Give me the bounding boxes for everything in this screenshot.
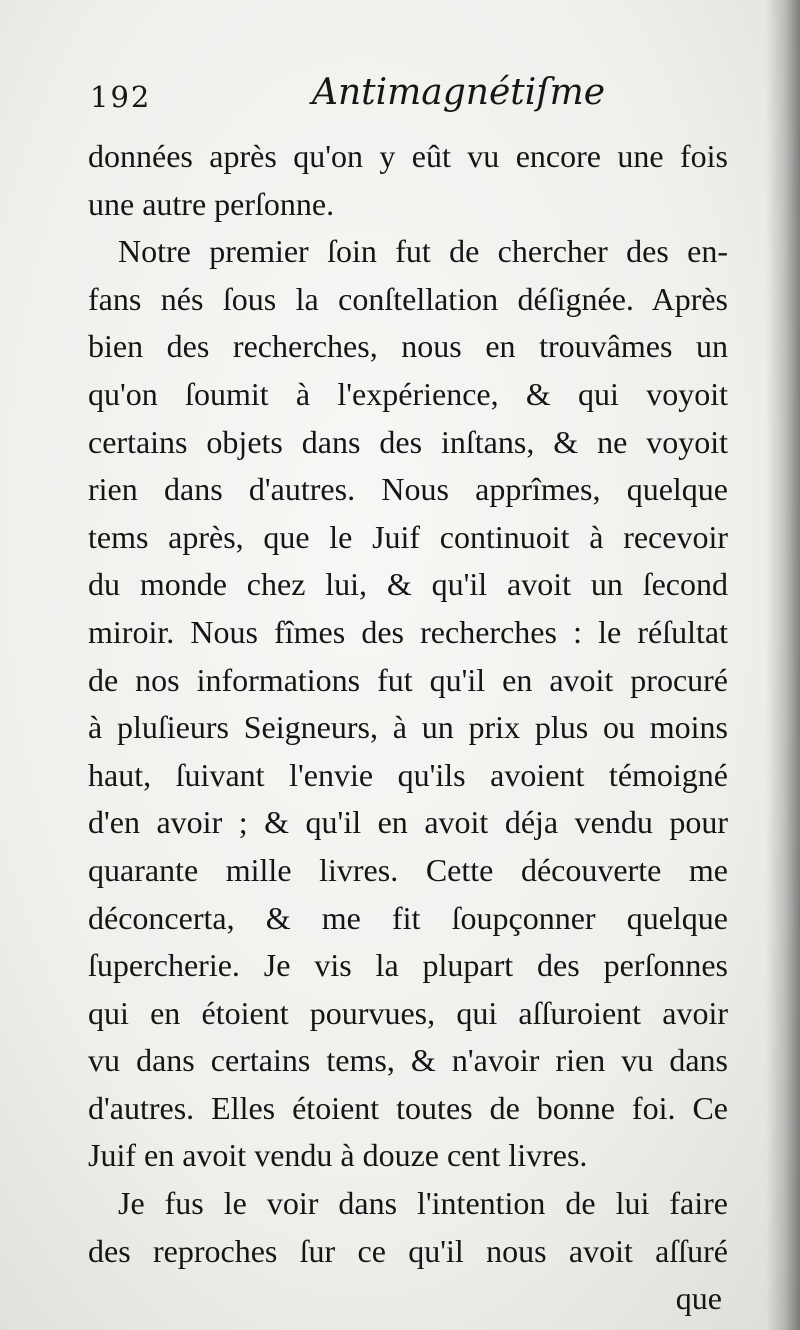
text-line: ſupercherie. Je vis la plupart des perſonnes xyxy=(88,947,728,984)
text-line: Juif en avoit vendu à douze cent livres. xyxy=(88,1137,588,1174)
text-line: déconcerta, & me fit ſoupçonner quelque xyxy=(88,899,728,936)
text-line: des reproches ſur ce qu'il nous avoit aſſuré xyxy=(88,1232,728,1269)
text-line: qu'on ſoumit à l'expérience, & qui voyoit xyxy=(88,375,728,412)
page-gutter-shadow xyxy=(766,0,800,1330)
text-line: Notre premier ſoin fut de chercher des en- xyxy=(118,233,728,270)
text-line: miroir. Nous fîmes des recherches : le réſultat xyxy=(88,613,728,650)
text-line: fans nés ſous la conſtellation déſignée. Après xyxy=(88,280,728,317)
text-line: vu dans certains tems, & n'avoir rien vu dans xyxy=(88,1042,728,1079)
text-line: données après qu'on y eût vu encore une fois xyxy=(88,138,728,174)
text-line: bien des recherches, nous en trouvâmes un xyxy=(88,328,728,365)
text-line: rien dans d'autres. Nous apprîmes, quelque xyxy=(88,471,728,508)
text-line: tems après, que le Juif continuoit à recevoir xyxy=(88,518,728,555)
text-line: certains objets dans des inſtans, & ne voyoit xyxy=(88,423,728,460)
text-line: haut, ſuivant l'envie qu'ils avoient témoigné xyxy=(88,756,728,793)
body-text xyxy=(88,133,728,1323)
running-title: Antimagnétiſme xyxy=(312,72,606,113)
page-number: 192 xyxy=(90,80,152,114)
text-line: une autre perſonne. xyxy=(88,185,335,222)
text-line: qui en étoient pourvues, qui aſſuroient avoir xyxy=(88,994,728,1031)
running-head xyxy=(90,72,730,132)
catchword: que xyxy=(675,1280,722,1317)
text-line: du monde chez lui, & qu'il avoit un ſecond xyxy=(88,566,728,603)
text-line: d'en avoir ; & qu'il en avoit déja vendu pour xyxy=(88,804,728,841)
text-line: à pluſieurs Seigneurs, à un prix plus ou moins xyxy=(88,709,728,746)
text-line: Je fus le voir dans l'intention de lui faire xyxy=(118,1185,728,1222)
text-line: de nos informations fut qu'il en avoit procuré xyxy=(88,661,728,698)
text-line: d'autres. Elles étoient toutes de bonne foi. Ce xyxy=(88,1089,728,1126)
text-line: quarante mille livres. Cette découverte me xyxy=(88,851,728,888)
